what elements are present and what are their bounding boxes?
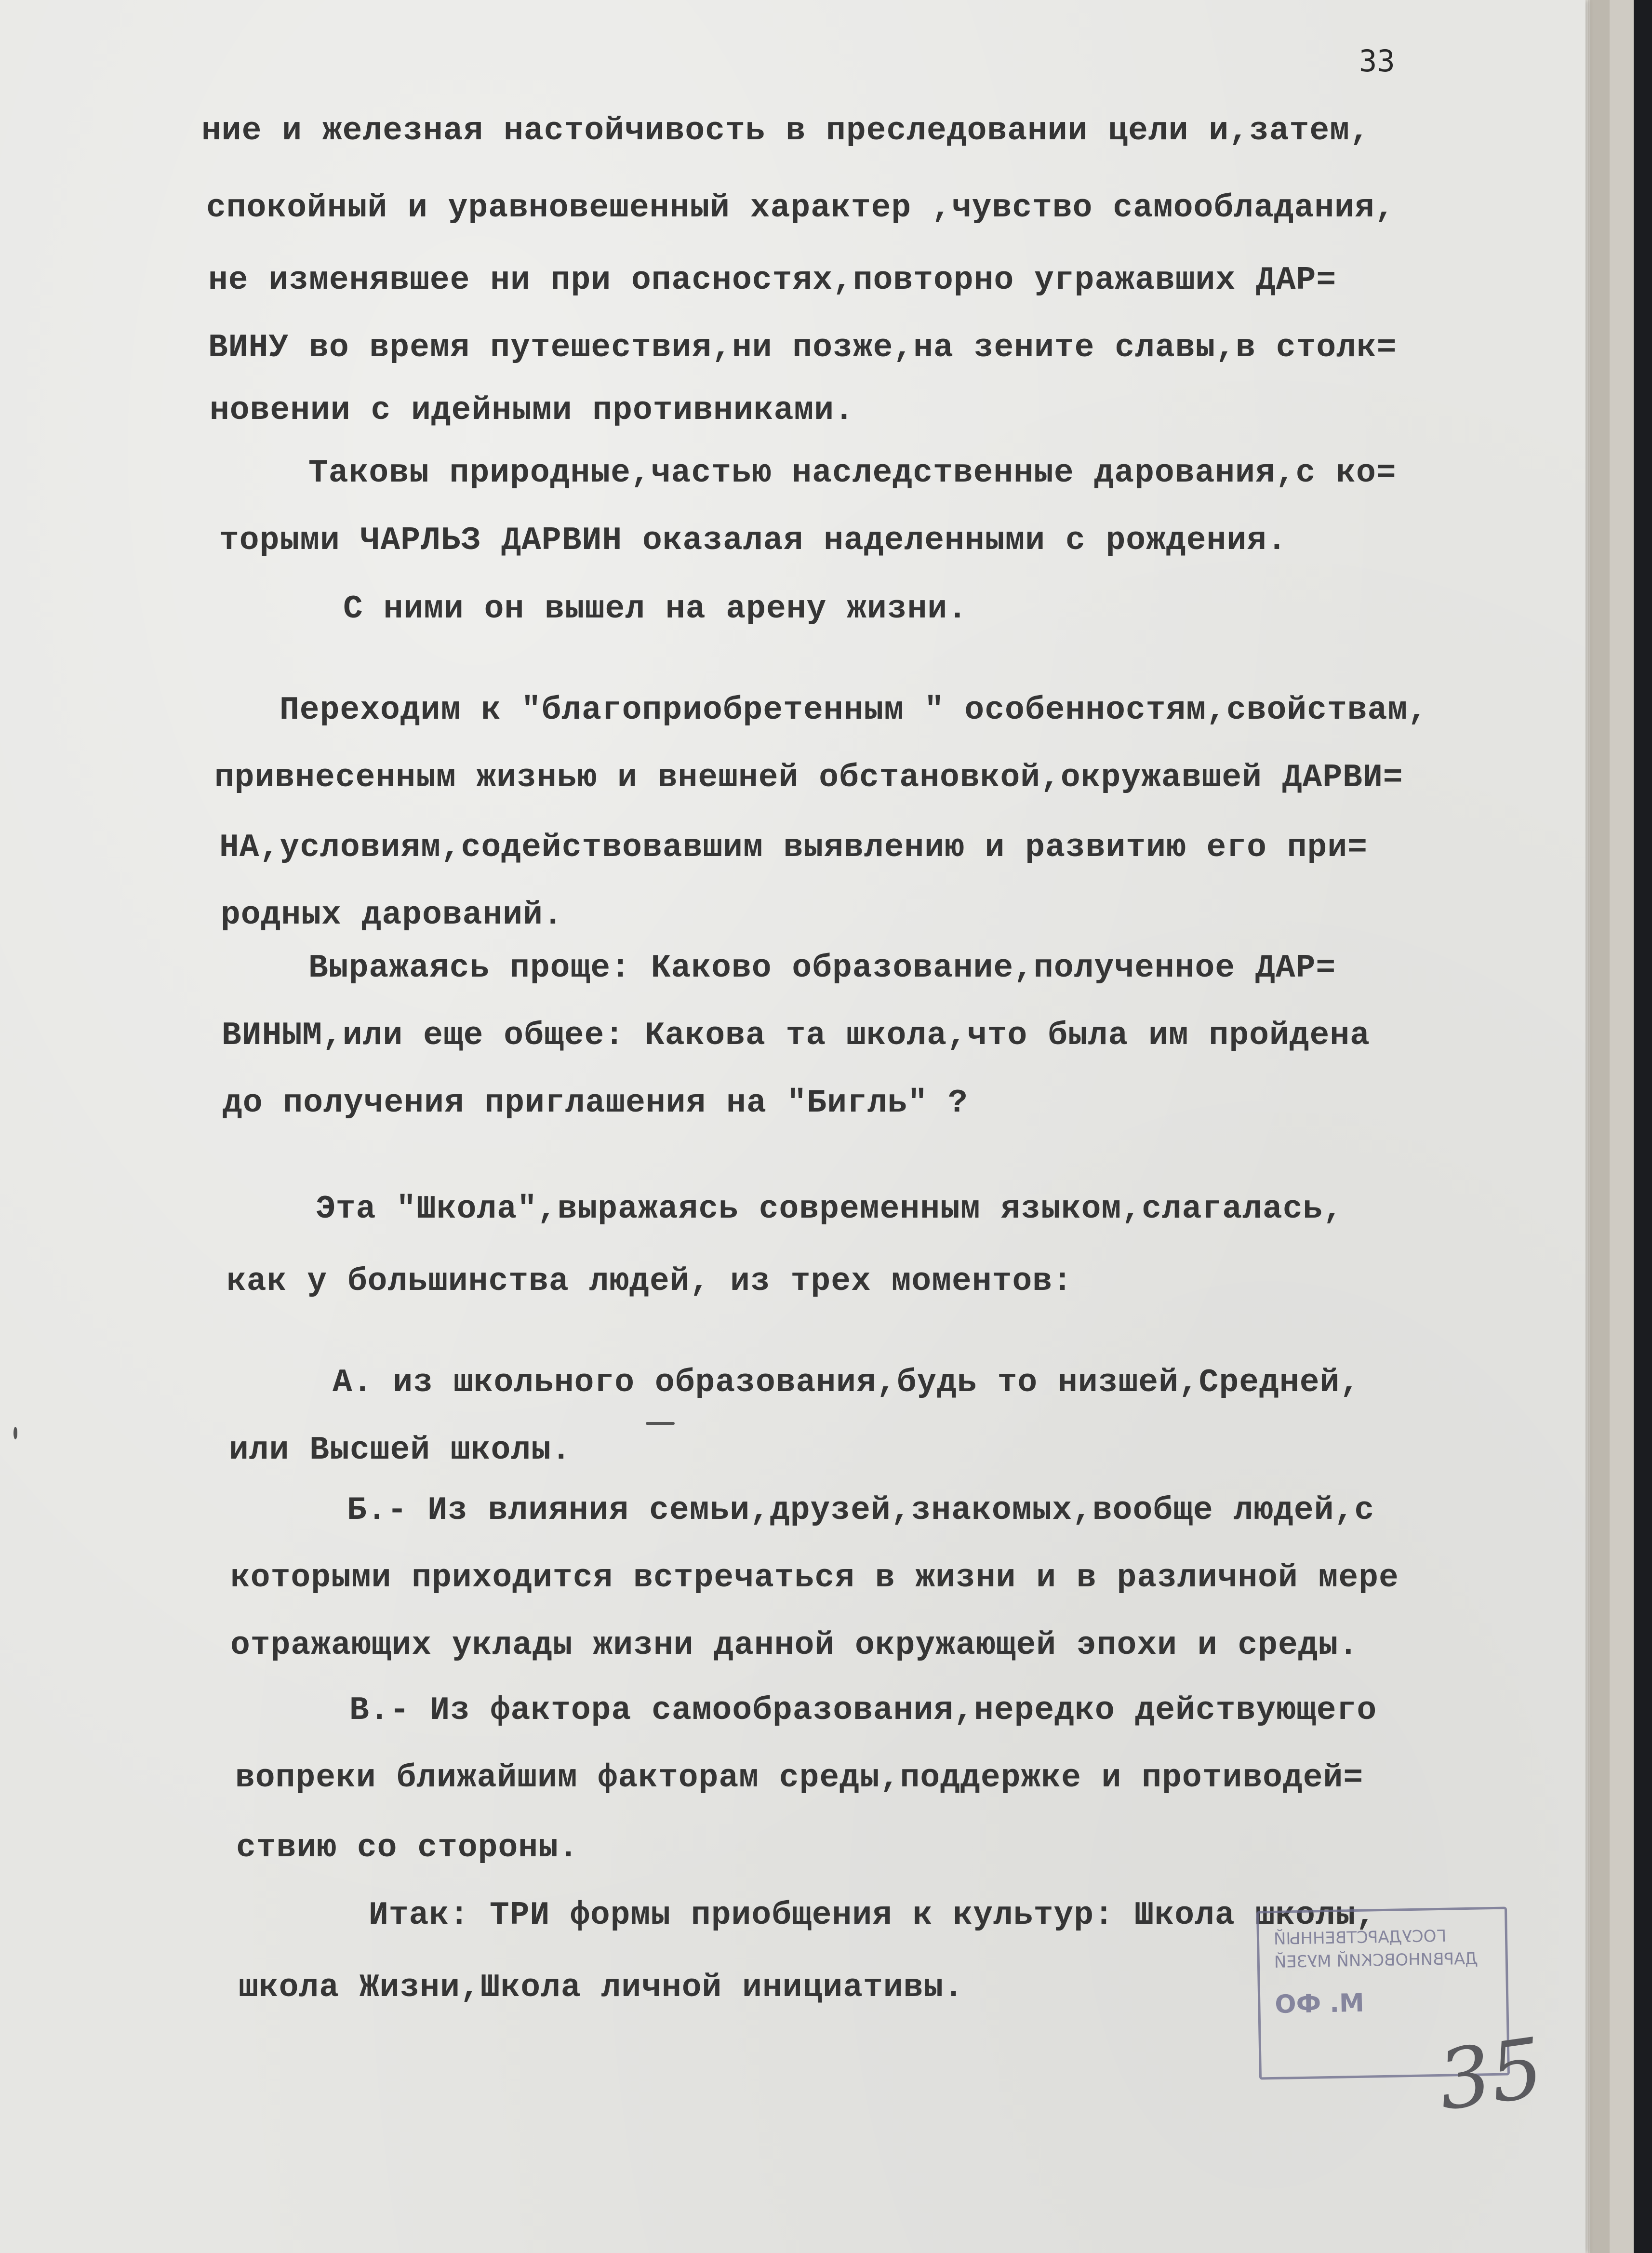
text-line: С ними он вышел на арену жизни. [343,590,968,628]
text-line: или Высшей школы. [229,1432,572,1469]
text-line: не изменявшее ни при опасностях,повторно угражавших ДАР= [208,262,1337,299]
text-line: отражающих уклады жизни данной окружающей эпохи и среды. [230,1627,1359,1664]
text-line: Итак: ТРИ формы приобщения к культур: Школа школы, [369,1897,1376,1934]
text-line: В.- Из фактора самообразования,нередко действующего [349,1692,1377,1729]
stamp-text: ГОСУДАРСТВЕННЫЙ [1273,1926,1447,1949]
text-line: новении с идейными противниками. [210,392,854,429]
text-line: торыми ЧАРЛЬЗ ДАРВИН оказалая наделенными с рождения. [219,522,1287,559]
text-line: спокойный и уравновешенный характер ,чувство самообладания, [206,189,1395,227]
text-line: до получения приглашения на "Бигль" ? [223,1085,968,1122]
page-number: 33 [1359,43,1395,79]
text-line: НА,условиям,содействовавшим выявлению и развитию его при= [219,829,1368,866]
text-line: Таковы природные,частью наследственные дарования,с ко= [308,455,1397,492]
text-line: которыми приходится встречаться в жизни и в различной мере [230,1559,1399,1596]
text-line: родных дарований. [221,897,563,934]
text-line: Б.- Из влияния семьи,друзей,знакомых,вообще людей,с [347,1492,1375,1529]
text-line: школа Жизни,Школа личной инициативы. [239,1969,964,2006]
text-line: ВИНЫМ,или еще общее: Какова та школа,что была им пройдена [222,1017,1370,1054]
text-line: ствию со стороны. [236,1829,579,1866]
text-line: Выражаясь проще: Каково образование,полученное ДАР= [308,950,1336,987]
page-edge [1590,0,1610,2253]
text-line: вопреки ближайшим факторам среды,поддержке и противодей= [235,1759,1364,1797]
text-line: Переходим к "благоприобретенным " особенностям,свойствам, [280,692,1428,729]
text-line: как у большинства людей, из трех моментов: [226,1263,1073,1300]
text-line: А. из школьного образования,будь то низшей,Средней, [333,1364,1360,1401]
text-line: ВИНУ во время путешествия,ни позже,на зените славы,в столк= [208,329,1397,366]
handwritten-folio-number: 35 [1432,2020,1549,2130]
scan-speck [646,1422,675,1425]
text-line: ние и железная настойчивость в преследовании цели и,затем, [201,112,1370,149]
stamp-text: М. ФО [1274,1988,1365,2019]
text-line: привнесенным жизнью и внешней обстановкой,окружавшей ДАРВИ= [214,759,1403,796]
text-line: Эта "Школа",выражаясь современным языком,слагалась, [316,1191,1344,1228]
scan-speck [13,1427,17,1439]
stamp-text: ДАРВИНОВСКИЙ МУЗЕЙ [1274,1949,1479,1972]
